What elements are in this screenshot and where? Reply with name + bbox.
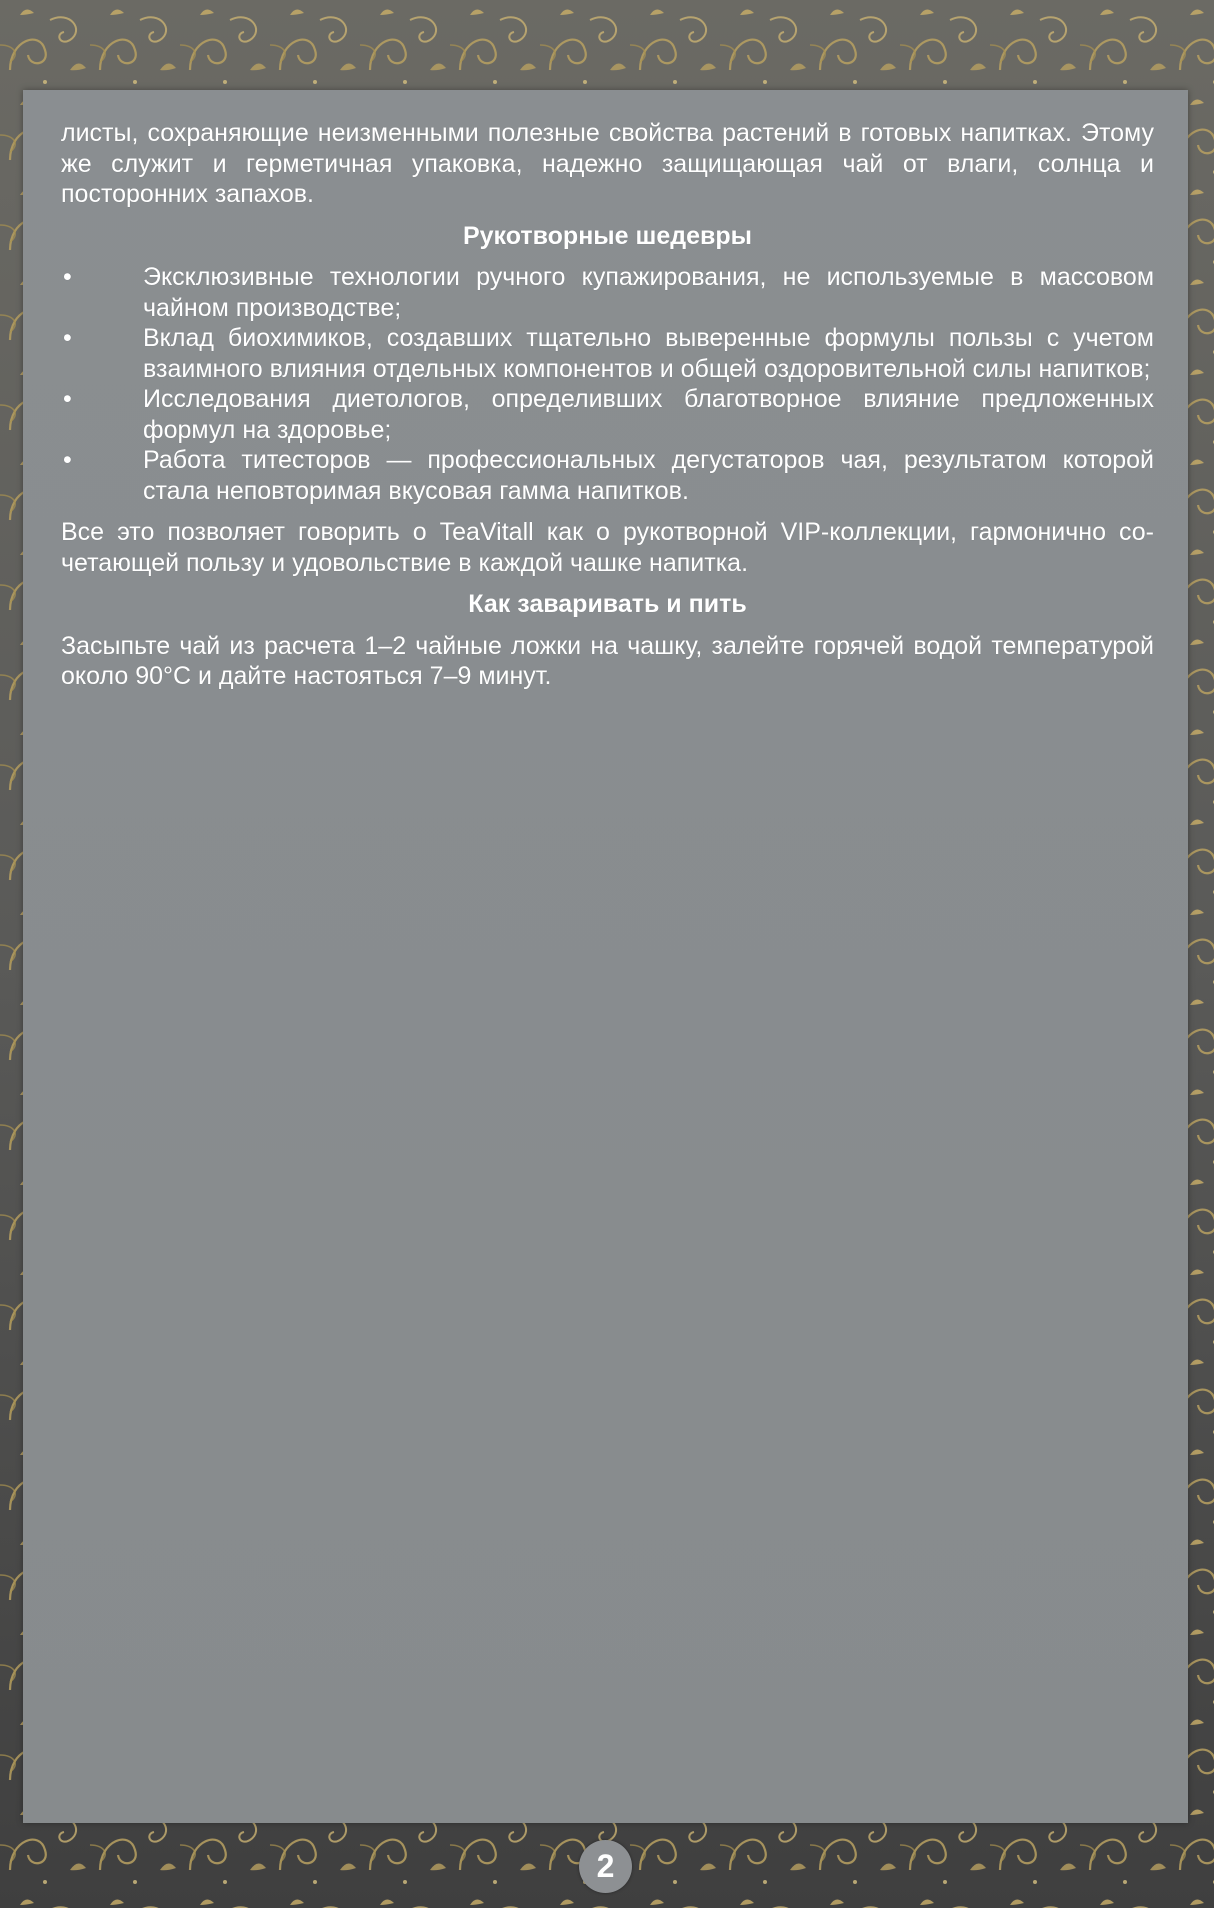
brewing-instructions: Засыпьте чай из расчета 1–2 чайные ложки на чашку, залейте горячей водой температурой около 90°C и дайте настояться 7–9 минут. <box>61 631 1154 690</box>
list-item <box>61 384 1154 445</box>
intro-paragraph: листы, сохраняющие неизменными полезные свойства растений в готовых напитках. Этому же служит и герметичная упаковка, надежно защищающая чай от влаги, солнца и посторонних запахов. <box>61 119 1154 208</box>
page-number-badge: 2 <box>579 1840 632 1893</box>
list-item-text: Вклад биохимиков, создавших тщательно выверенные формулы пользы с учетом взаимного влияния отдельных компонентов и общей оздоровительной силы напитков; <box>143 324 1154 383</box>
list-item-text: Исследования диетологов, определивших благотворное влияние предложенных формул на здоровье; <box>143 385 1154 444</box>
summary-paragraph: Все это позволяет говорить о TeaVitall как о рукотворной VIP-коллекции, гармонично сочетающей пользу и удовольствие в каждой чашке напитка. <box>61 518 1154 577</box>
section-heading-brewing: Как заваривать и пить <box>468 590 747 618</box>
list-item <box>61 445 1154 506</box>
bullet-icon: • <box>63 385 72 413</box>
bullet-list <box>61 262 1154 506</box>
bullet-icon: • <box>63 263 72 291</box>
list-item <box>61 262 1154 323</box>
section-heading-handmade: Рукотворные шедевры <box>462 221 753 250</box>
bullet-icon: • <box>63 446 72 474</box>
document-body <box>61 118 1154 692</box>
bullet-icon: • <box>63 324 72 352</box>
list-item <box>61 323 1154 384</box>
list-item-text: Эксклюзивные технологии ручного купажирования, не используемые в массовом чайном производстве; <box>143 263 1154 322</box>
list-item-text: Работа титесторов — профессиональных дегустаторов чая, результатом которой стала неповторимая вкусовая гамма напитков. <box>143 446 1154 505</box>
